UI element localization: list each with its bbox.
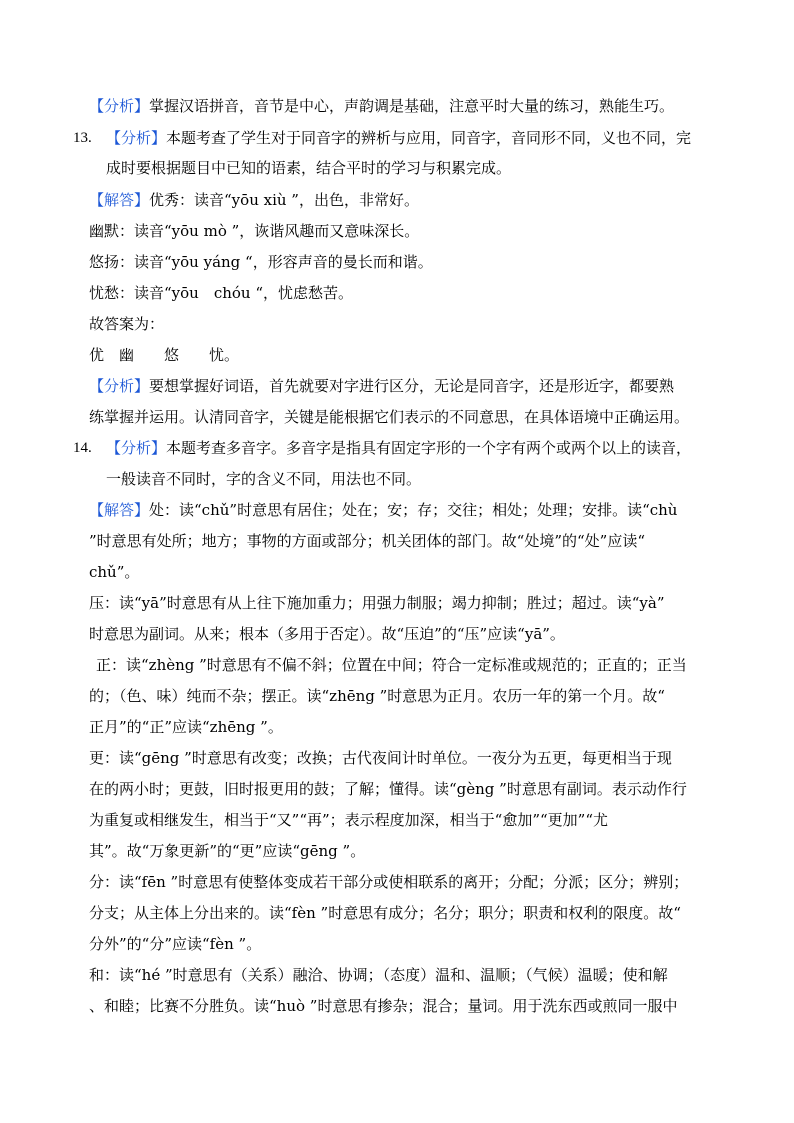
text-line <box>89 810 608 830</box>
text-line <box>89 779 687 799</box>
text-line <box>89 345 239 365</box>
line-text: 本题考查了学生对于同音字的辨析与应用，同音字，音同形不同，义也不同，完 <box>166 129 692 147</box>
question-number: 14. <box>73 440 92 456</box>
text-line <box>89 500 677 520</box>
text-line <box>89 903 681 923</box>
text-line <box>96 655 687 675</box>
text-line <box>89 872 688 892</box>
section-tag: 【分析】 <box>89 97 150 115</box>
line-text: 掌握汉语拼音，音节是中心，声韵调是基础，注意平时大量的练习，熟能生巧。 <box>149 97 675 115</box>
section-tag: 【分析】 <box>89 377 150 395</box>
line-text: 优秀：读音“yōu xiù ”，出色，非常好。 <box>149 191 419 209</box>
text-line <box>89 407 689 427</box>
line-text: chǔ”。 <box>89 563 140 581</box>
text-line <box>106 469 421 489</box>
line-text: 故答案为： <box>89 315 165 333</box>
section-tag: 【解答】 <box>89 191 150 209</box>
text-line <box>106 158 511 178</box>
line-text: 其”。故“万象更新”的“更”应读“gēng ”。 <box>89 842 366 860</box>
line-text: 本题考查多音字。多音字是指具有固定字形的一个字有两个或两个以上的读音， <box>166 439 692 457</box>
line-text: 忧愁：读音“yōu chóu “，忧虑愁苦。 <box>89 284 354 302</box>
text-line <box>89 593 665 613</box>
section-tag: 【分析】 <box>106 129 167 147</box>
text-line <box>89 996 677 1016</box>
line-text: 要想掌握好词语，首先就要对字进行区分，无论是同音字，还是形近字，都要熟 <box>149 377 675 395</box>
text-line <box>89 717 283 737</box>
line-text: 正月”的“正”应读“zhēng ”。 <box>89 718 283 736</box>
text-line <box>89 376 674 396</box>
line-text: 优 幽 悠 忧。 <box>89 346 240 364</box>
line-text: 和：读“hé ”时意思有（关系）融洽、协调；（态度）温和、温顺；（气候）温暖；使和解 <box>89 966 668 984</box>
text-line <box>89 283 353 303</box>
text-line <box>89 686 665 706</box>
line-text: 悠扬：读音“yōu yáng “，形容声音的曼长而和谐。 <box>89 253 433 271</box>
text-line <box>89 190 419 210</box>
text-line <box>89 934 261 954</box>
line-text: ”时意思有处所；地方；事物的方面或部分；机关团体的部门。故“处境”的“处”应读“ <box>89 532 646 550</box>
line-text: 正：读“zhèng ”时意思有不偏不斜；位置在中间；符合一定标准或规范的；正直的；正当 <box>96 656 687 674</box>
question-number: 13. <box>73 130 92 146</box>
text-line <box>89 624 565 644</box>
text-line <box>89 314 164 334</box>
line-text: 更：读“gēng ”时意思有改变；改换；古代夜间计时单位。一夜分为五更，每更相当于现 <box>89 749 672 767</box>
line-text: 成时要根据题目中已知的语素，结合平时的学习与积累完成。 <box>106 159 512 177</box>
line-text: 分外”的“分”应读“fèn ”。 <box>89 935 262 953</box>
line-text: 在的两小时；更鼓，旧时报更用的鼓；了解；懂得。读“gèng ”时意思有副词。表示动作行 <box>89 780 687 798</box>
text-line <box>89 96 674 116</box>
line-text: 一般读音不同时，字的含义不同，用法也不同。 <box>106 470 422 488</box>
line-text: 幽默：读音“yōu mò ”，诙谐风趣而又意味深长。 <box>89 222 420 240</box>
line-text: 练掌握并运用。认清同音字，关键是能根据它们表示的不同意思，在具体语境中正确运用。 <box>89 408 690 426</box>
line-text: 处：读“chǔ”时意思有居住；处在；安；存；交往；相处；处理；安排。读“chù <box>149 501 678 519</box>
line-text: 为重复或相继发生，相当于“又”“再”；表示程度加深，相当于“愈加”“更加”“尤 <box>89 811 609 829</box>
text-line <box>106 438 691 458</box>
line-text: 的；（色、味）纯而不杂；摆正。读“zhēng ”时意思为正月。农历一年的第一个月。故“ <box>89 687 665 705</box>
text-line <box>89 841 365 861</box>
text-line <box>89 531 645 551</box>
text-line <box>89 965 668 985</box>
text-line <box>89 748 672 768</box>
text-line <box>106 128 691 148</box>
line-text: 压：读“yā”时意思有从上往下施加重力；用强力制服；竭力抑制；胜过；超过。读“yà” <box>89 594 665 612</box>
line-text: 时意思为副词。从来；根本（多用于否定）。故“压迫”的“压”应读“yā”。 <box>89 625 565 643</box>
line-text: 分支；从主体上分出来的。读“fèn ”时意思有成分；名分；职分；职责和权利的限度。故“ <box>89 904 681 922</box>
section-tag: 【解答】 <box>89 501 150 519</box>
section-tag: 【分析】 <box>106 439 167 457</box>
text-line <box>89 252 433 272</box>
line-text: 分：读“fēn ”时意思有使整体变成若干部分或使相联系的离开；分配；分派；区分；辨别； <box>89 873 689 891</box>
text-line <box>89 562 139 582</box>
line-text: 、和睦；比赛不分胜负。读“huò ”时意思有掺杂；混合；量词。用于洗东西或煎同一服中 <box>89 997 678 1015</box>
text-line <box>89 221 419 241</box>
